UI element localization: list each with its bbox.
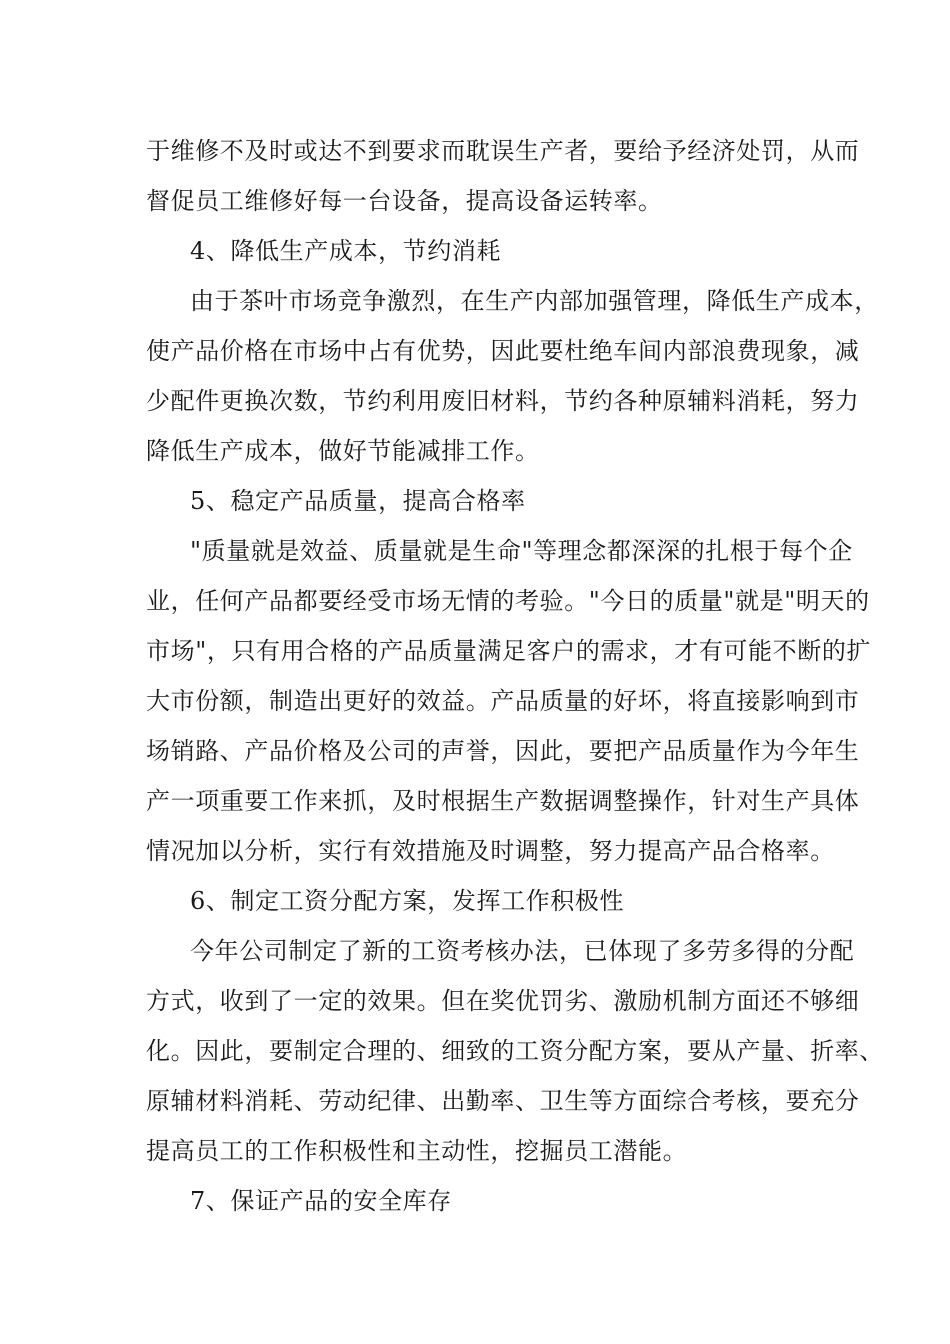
paragraph-line: 使产品价格在市场中占有优势，因此要杜绝车间内部浪费现象，减 (146, 337, 860, 365)
paragraph-line: 情况加以分析，实行有效措施及时调整，努力提高产品合格率。 (146, 837, 835, 865)
paragraph-line: 少配件更换次数，节约利用废旧材料，节约各种原辅料消耗，努力 (146, 387, 860, 415)
paragraph-line: 于维修不及时或达不到要求而耽误生产者，要给予经济处罚，从而 (146, 137, 860, 165)
paragraph-line: 市场"，只有用合格的产品质量满足客户的需求，才有可能不断的扩 (146, 637, 872, 665)
paragraph-line: 提高员工的工作积极性和主动性，挖掘员工潜能。 (146, 1137, 688, 1165)
paragraph-line: 督促员工维修好每一台设备，提高设备运转率。 (146, 187, 663, 215)
paragraph-line: 由于茶叶市场竞争激烈，在生产内部加强管理，降低生产成本， (190, 287, 879, 315)
paragraph-line: 场销路、产品价格及公司的声誉，因此，要把产品质量作为今年生 (146, 737, 860, 765)
paragraph-line: 降低生产成本，做好节能减排工作。 (146, 437, 540, 465)
section-heading-4: 4、降低生产成本，节约消耗 (190, 237, 502, 265)
paragraph-line: 化。因此，要制定合理的、细致的工资分配方案，要从产量、折率、 (146, 1037, 884, 1065)
section-heading-5: 5、稳定产品质量，提高合格率 (190, 487, 526, 515)
paragraph-line: 原辅材料消耗、劳动纪律、出勤率、卫生等方面综合考核，要充分 (146, 1087, 860, 1115)
paragraph-line: 方式，收到了一定的效果。但在奖优罚劣、激励机制方面还不够细 (146, 987, 860, 1015)
paragraph-line: 业，任何产品都要经受市场无情的考验。"今日的质量"就是"明天的 (146, 587, 870, 615)
paragraph-line: 大市份额，制造出更好的效益。产品质量的好坏，将直接影响到市 (146, 687, 860, 715)
section-heading-6: 6、制定工资分配方案，发挥工作积极性 (190, 887, 625, 915)
paragraph-line: "质量就是效益、质量就是生命"等理念都深深的扎根于每个企 (190, 537, 853, 565)
paragraph-line: 产一项重要工作来抓，及时根据生产数据调整操作，针对生产具体 (146, 787, 860, 815)
section-heading-7: 7、保证产品的安全库存 (190, 1187, 452, 1215)
paragraph-line: 今年公司制定了新的工资考核办法，已体现了多劳多得的分配 (190, 937, 855, 965)
